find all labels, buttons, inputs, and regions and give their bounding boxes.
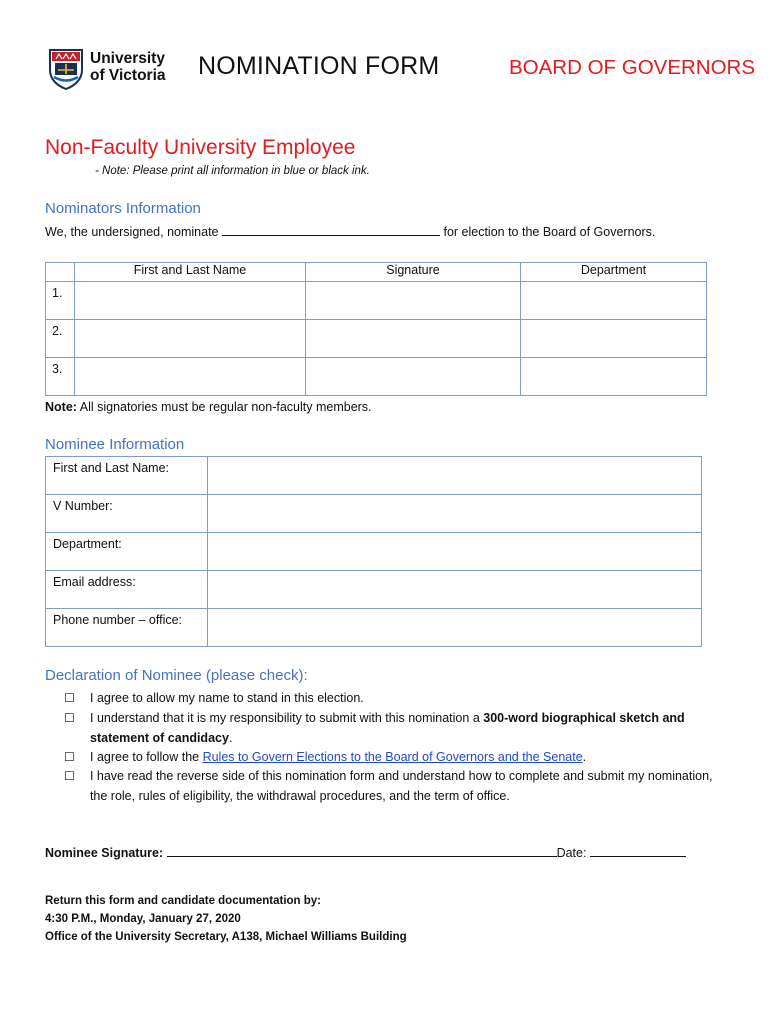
declaration-text-3: [90, 748, 586, 768]
field-label-phone: Phone number – office:: [46, 609, 208, 647]
note-text: All signatories must be regular non-faculty members.: [76, 400, 372, 414]
table-header-name: First and Last Name: [75, 263, 306, 282]
row-number: 3.: [46, 358, 75, 396]
field-label-vnumber: V Number:: [46, 495, 208, 533]
table-row: [46, 320, 707, 358]
name-cell[interactable]: [75, 320, 306, 358]
logo-line-1: University: [90, 50, 165, 67]
declaration-text-2: [90, 709, 722, 748]
signature-cell[interactable]: [306, 358, 521, 396]
table-header-row: [46, 263, 707, 282]
form-subtitle: Non-Faculty University Employee: [45, 136, 356, 159]
field-input-vnumber[interactable]: [208, 495, 702, 533]
declaration-text-1: I agree to allow my name to stand in this election.: [90, 691, 364, 705]
field-label-department: Department:: [46, 533, 208, 571]
declaration-text-2-c: .: [228, 730, 233, 745]
checkbox-4[interactable]: ☐: [64, 769, 75, 783]
department-cell[interactable]: [521, 358, 707, 396]
date-blank[interactable]: [590, 845, 686, 857]
field-input-department[interactable]: [208, 533, 702, 571]
signature-blank[interactable]: [167, 845, 557, 857]
crest-icon: [48, 48, 84, 90]
field-label-name: First and Last Name:: [46, 457, 208, 495]
signatories-note: [45, 400, 372, 414]
logo-line-2: of Victoria: [90, 67, 166, 84]
declaration-text-2-bold: 300-word biographical sketch and statement of candidacy: [90, 711, 685, 745]
table-row: [46, 495, 702, 533]
table-row: [46, 358, 707, 396]
declaration-heading: Declaration of Nominee (please check):: [45, 667, 308, 684]
department-cell[interactable]: [521, 282, 707, 320]
form-title: NOMINATION FORM: [198, 52, 440, 80]
table-row: [46, 571, 702, 609]
board-title: BOARD OF GOVERNORS: [509, 56, 756, 79]
logo-wordmark: [90, 50, 166, 84]
declaration-text-3-c: .: [582, 750, 587, 764]
department-cell[interactable]: [521, 320, 707, 358]
declaration-item-3: [64, 748, 724, 768]
nomination-statement: [45, 224, 655, 239]
statement-after: for election to the Board of Governors.: [443, 225, 656, 239]
return-line-1: Return this form and candidate documentation by:: [45, 895, 322, 907]
table-header-department: Department: [521, 263, 707, 282]
return-info: [45, 892, 407, 946]
declaration-item-1: [64, 689, 724, 709]
declaration-text-3-a: I agree to follow the: [90, 750, 203, 764]
field-label-email: Email address:: [46, 571, 208, 609]
signature-label: Nominee Signature:: [45, 846, 164, 860]
field-input-email[interactable]: [208, 571, 702, 609]
checkbox-1[interactable]: ☐: [64, 691, 75, 705]
field-input-phone[interactable]: [208, 609, 702, 647]
nominators-table: [45, 262, 707, 396]
checkbox-2[interactable]: ☐: [64, 711, 75, 725]
checkbox-3[interactable]: ☐: [64, 750, 75, 764]
row-number: 2.: [46, 320, 75, 358]
row-number: 1.: [46, 282, 75, 320]
declaration-text-4: I have read the reverse side of this nomination form and understand how to complete and submit my nomination, the role, rules of eligibility, the withdrawal procedures, and the term of office.: [89, 769, 713, 803]
declaration-text-2-a: I understand that it is my responsibility to submit with this nomination a: [90, 711, 484, 725]
table-row: [46, 609, 702, 647]
statement-before: We, the undersigned, nominate: [45, 225, 219, 239]
declaration-item-4: [64, 767, 724, 806]
return-line-3: Office of the University Secretary, A138, Michael Williams Building: [45, 931, 407, 943]
name-cell[interactable]: [75, 358, 306, 396]
nominators-heading: Nominators Information: [45, 200, 201, 217]
nominee-heading: Nominee Information: [45, 436, 185, 453]
field-input-name[interactable]: [208, 457, 702, 495]
table-row: [46, 282, 707, 320]
table-header-signature: Signature: [306, 263, 521, 282]
table-row: [46, 533, 702, 571]
rules-link[interactable]: Rules to Govern Elections to the Board of Governors and the Senate: [202, 750, 583, 764]
note-label: Note:: [45, 400, 77, 414]
return-line-2: 4:30 P.M., Monday, January 27, 2020: [45, 913, 241, 925]
table-header-cell-blank: [46, 263, 75, 282]
ink-note: - Note: Please print all information in blue or black ink.: [95, 165, 370, 177]
nominee-name-blank[interactable]: [222, 224, 440, 236]
signature-cell[interactable]: [306, 282, 521, 320]
table-row: [46, 457, 702, 495]
signature-cell[interactable]: [306, 320, 521, 358]
declaration-item-2: [64, 709, 724, 748]
nominee-table: [45, 456, 702, 647]
date-label: Date:: [556, 846, 587, 860]
signature-line: [45, 845, 686, 860]
name-cell[interactable]: [75, 282, 306, 320]
